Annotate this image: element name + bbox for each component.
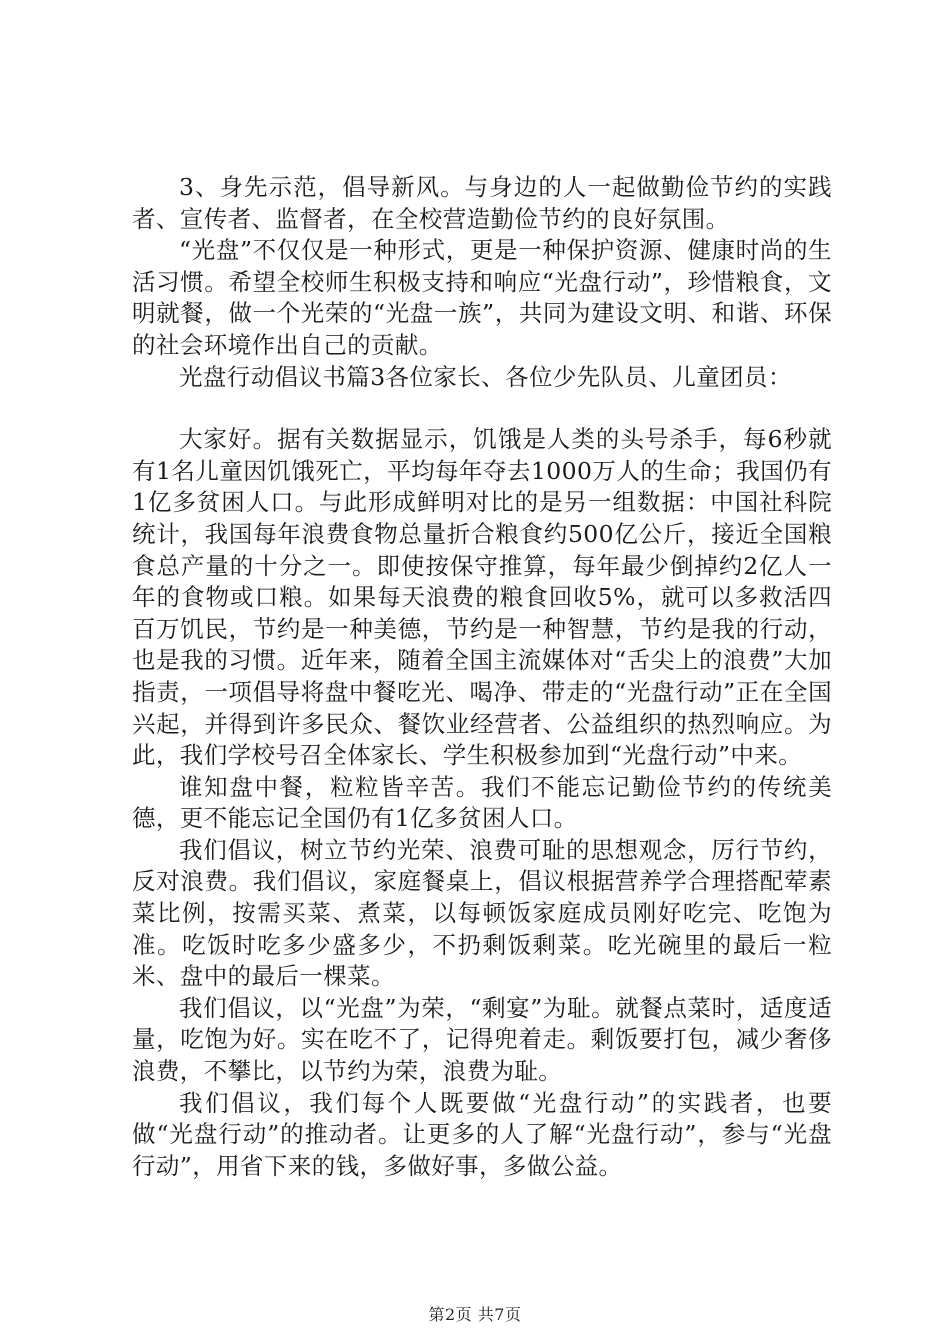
paragraph-hunger-statistics: 大家好。据有关数据显示，饥饿是人类的头号杀手，每6秒就有1名儿童因饥饿死亡，平均每年夺去1000万人的生命；我国仍有1亿多贫困人口。与此形成鲜明对比的是另一组数据：中国社科院统计，我国每年浪费食物总量折合粮食约500亿公斤，接近全国粮食总产量的十分之一。即使按保守推算，每年最少倒掉约2亿人一年的食物或口粮。如果每天浪费的粮食回收5%，就可以多救活四百万饥民，节约是一种美德，节约是一种智慧，节约是我的行动，也是我的习惯。近年来，随着全国主流媒体对“舌尖上的浪费”大加指责，一项倡导将盘中餐吃光、喝净、带走的“光盘行动”正在全国兴起，并得到许多民众、餐饮业经营者、公益组织的热烈响应。为此，我们学校号召全体家长、学生积极参加到“光盘行动”中来。: [132, 425, 832, 770]
document-body: [132, 172, 832, 1182]
paragraph-promote-action: 我们倡议，我们每个人既要做“光盘行动”的实践者，也要做“光盘行动”的推动者。让更多的人了解“光盘行动”，参与“光盘行动”，用省下来的钱，多做好事，多做公益。: [132, 1088, 832, 1180]
paragraph-dining-out: 我们倡议，以“光盘”为荣，“剩宴”为耻。就餐点菜时，适度适量，吃饱为好。实在吃不了，记得兜着走。剩饭要打包，减少奢侈浪费，不攀比，以节约为荣，浪费为耻。: [132, 993, 832, 1086]
paragraph-clean-plate-habit: “光盘”不仅仅是一种形式，更是一种保护资源、健康时尚的生活习惯。希望全校师生积极支持和响应“光盘行动”，珍惜粮食，文明就餐，做一个光荣的“光盘一族”，共同为建设文明、和谐、环保的社会环境作出自己的贡献。: [132, 236, 832, 359]
paragraph-lead-by-example: 3、身先示范，倡导新风。与身边的人一起做勤俭节约的实践者、宣传者、监督者，在全校营造勤俭节约的良好氛围。: [132, 173, 832, 233]
paragraph-proposal-heading: 光盘行动倡议书篇3各位家长、各位少先队员、儿童团员：: [179, 362, 792, 391]
paragraph-family-table: 我们倡议，树立节约光荣、浪费可耻的思想观念，厉行节约，反对浪费。我们倡议，家庭餐桌上，倡议根据营养学合理搭配荤素菜比例，按需买菜、煮菜，以每顿饭家庭成员刚好吃完、吃饱为准。吃饭时吃多少盛多少，不扔剩饭剩菜。吃光碗里的最后一粒米、盘中的最后一棵菜。: [132, 835, 832, 991]
paragraph-cherish-food: 谁知盘中餐，粒粒皆辛苦。我们不能忘记勤俭节约的传统美德，更不能忘记全国仍有1亿多贫困人口。: [132, 772, 832, 833]
page-number-footer: 第2页 共7页: [428, 1305, 522, 1324]
